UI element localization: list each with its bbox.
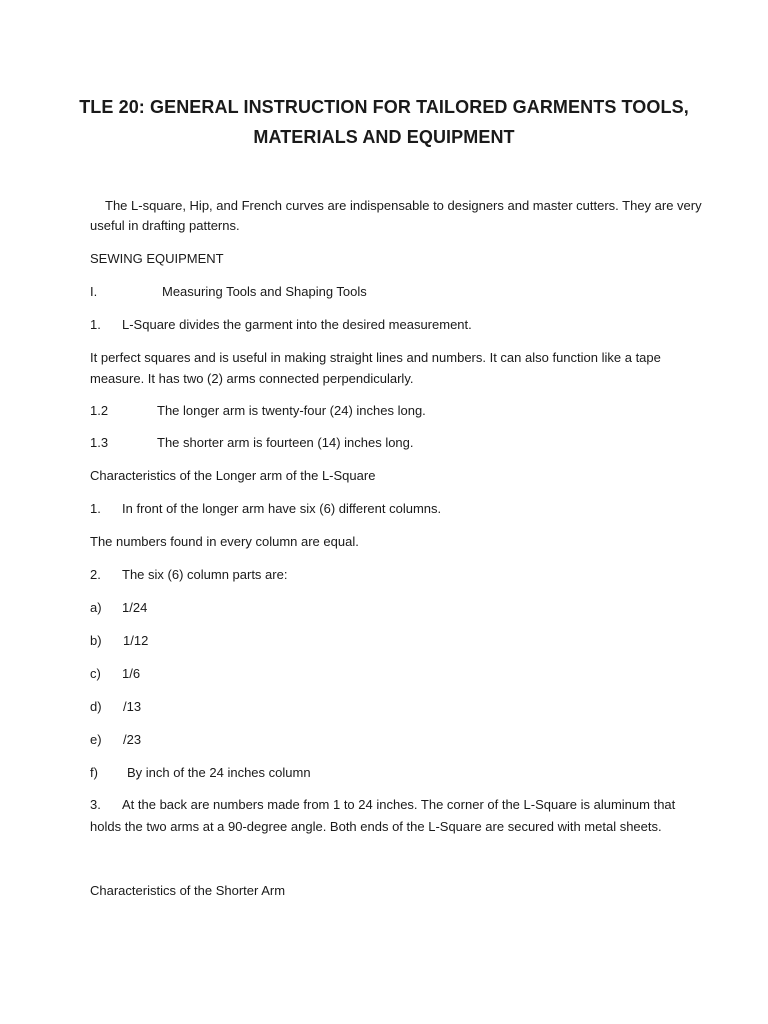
longer-arm-heading: Characteristics of the Longer arm of the L-Square bbox=[90, 468, 376, 483]
sub-item-e-text: /23 bbox=[123, 732, 142, 747]
item-1-3-text: The shorter arm is fourteen (14) inches long. bbox=[157, 435, 414, 450]
char-item-2-marker: 2. bbox=[90, 567, 101, 582]
item-1-2-marker: 1.2 bbox=[90, 403, 109, 418]
section-heading: SEWING EQUIPMENT bbox=[90, 251, 224, 266]
char-item-2 bbox=[90, 564, 690, 585]
char-item-1 bbox=[90, 498, 690, 519]
roman-item bbox=[90, 281, 690, 302]
char-item-1-text: In front of the longer arm have six (6) different columns. bbox=[122, 501, 442, 516]
intro-line-2: useful in drafting patterns. bbox=[90, 218, 240, 233]
char-item-2-text: The six (6) column parts are: bbox=[122, 567, 288, 582]
shorter-arm-heading: Characteristics of the Shorter Arm bbox=[90, 883, 286, 898]
char-item-3-line-1: At the back are numbers made from 1 to 24 inches. The corner of the L-Square is aluminum that bbox=[122, 797, 676, 812]
char-item-3 bbox=[90, 794, 690, 815]
item-1-3 bbox=[90, 432, 690, 453]
sub-item-e bbox=[90, 729, 690, 750]
sub-item-b-text: 1/12 bbox=[123, 633, 149, 648]
sub-item-a bbox=[90, 597, 690, 618]
sub-item-f bbox=[90, 762, 690, 783]
para-1-line-1: It perfect squares and is useful in making straight lines and numbers. It can also function like a tape bbox=[90, 350, 661, 365]
item-1-2-text: The longer arm is twenty-four (24) inches long. bbox=[157, 403, 426, 418]
char-item-3-line-2: holds the two arms at a 90-degree angle. Both ends of the L-Square are secured with metal sheets. bbox=[90, 819, 662, 834]
sub-item-a-marker: a) bbox=[90, 600, 102, 615]
sub-item-d-marker: d) bbox=[90, 699, 102, 714]
sub-item-b-marker: b) bbox=[90, 633, 102, 648]
title-line-2: MATERIALS AND EQUIPMENT bbox=[253, 127, 515, 147]
item-1 bbox=[90, 314, 690, 335]
item-1-text: L-Square divides the garment into the desired measurement. bbox=[122, 317, 472, 332]
sub-item-a-text: 1/24 bbox=[122, 600, 148, 615]
roman-marker: I. bbox=[90, 284, 98, 299]
sub-item-b bbox=[90, 630, 690, 651]
sub-item-d-text: /13 bbox=[123, 699, 142, 714]
item-1-marker: 1. bbox=[90, 317, 101, 332]
sub-item-c-marker: c) bbox=[90, 666, 101, 681]
intro-line-1: The L-square, Hip, and French curves are indispensable to designers and master cutters. They are very bbox=[105, 198, 702, 213]
equal-line: The numbers found in every column are equal. bbox=[90, 534, 359, 549]
char-item-1-marker: 1. bbox=[90, 501, 101, 516]
sub-item-f-marker: f) bbox=[90, 765, 98, 780]
para-1-line-2: measure. It has two (2) arms connected perpendicularly. bbox=[90, 371, 414, 386]
sub-item-e-marker: e) bbox=[90, 732, 102, 747]
item-1-2 bbox=[90, 400, 690, 421]
sub-item-c-text: 1/6 bbox=[122, 666, 141, 681]
sub-item-d bbox=[90, 696, 690, 717]
roman-text: Measuring Tools and Shaping Tools bbox=[162, 284, 367, 299]
item-1-3-marker: 1.3 bbox=[90, 435, 109, 450]
sub-item-c bbox=[90, 663, 690, 684]
char-item-3-marker: 3. bbox=[90, 797, 101, 812]
document-title bbox=[60, 92, 708, 152]
sub-item-f-text: By inch of the 24 inches column bbox=[127, 765, 311, 780]
title-line-1: TLE 20: GENERAL INSTRUCTION FOR TAILORED GARMENTS TOOLS, bbox=[79, 97, 689, 117]
